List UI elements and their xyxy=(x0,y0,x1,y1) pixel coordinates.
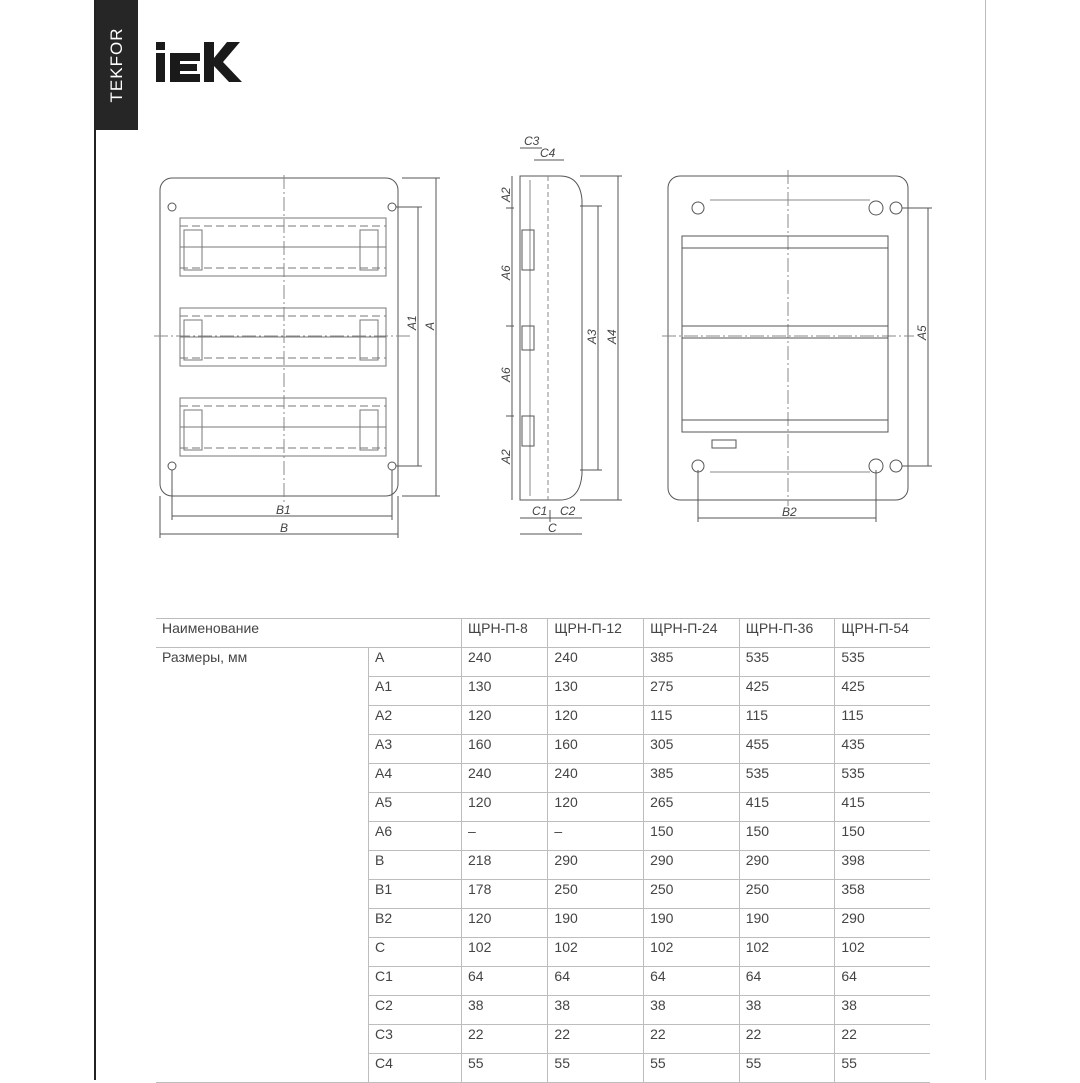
value-cell: 38 xyxy=(462,996,548,1025)
label-a5: A5 xyxy=(915,325,929,340)
value-cell: 55 xyxy=(739,1054,835,1083)
front-view xyxy=(154,175,440,538)
table-row xyxy=(156,1054,930,1083)
value-cell: 290 xyxy=(835,909,930,938)
label-c1: C1 xyxy=(532,504,548,518)
param-cell: B xyxy=(369,851,462,880)
value-cell: 130 xyxy=(462,677,548,706)
label-a2-top: A2 xyxy=(499,187,513,202)
technical-drawings xyxy=(150,130,950,550)
value-cell: 22 xyxy=(548,1025,644,1054)
group-cell xyxy=(156,1025,369,1054)
table-row xyxy=(156,996,930,1025)
param-cell: A6 xyxy=(369,822,462,851)
iek-logo xyxy=(154,42,244,84)
value-cell: 38 xyxy=(644,996,740,1025)
param-cell: B2 xyxy=(369,909,462,938)
value-cell: – xyxy=(548,822,644,851)
value-cell: 250 xyxy=(644,880,740,909)
label-c4: C4 xyxy=(540,146,556,160)
param-cell: C4 xyxy=(369,1054,462,1083)
left-frame-line xyxy=(94,0,96,1080)
value-cell: 398 xyxy=(835,851,930,880)
value-cell: 38 xyxy=(835,996,930,1025)
group-cell xyxy=(156,909,369,938)
value-cell: 130 xyxy=(548,677,644,706)
label-b2: B2 xyxy=(782,505,797,519)
value-cell: 120 xyxy=(462,909,548,938)
value-cell: 55 xyxy=(462,1054,548,1083)
value-cell: 102 xyxy=(835,938,930,967)
value-cell: 358 xyxy=(835,880,930,909)
value-cell: 250 xyxy=(548,880,644,909)
table-row xyxy=(156,764,930,793)
label-a2-bottom: A2 xyxy=(499,449,513,464)
value-cell: 150 xyxy=(835,822,930,851)
table-row xyxy=(156,1025,930,1054)
value-cell: 64 xyxy=(462,967,548,996)
model-header: ЩРН-П-8 xyxy=(462,619,548,648)
value-cell: 275 xyxy=(644,677,740,706)
value-cell: 22 xyxy=(739,1025,835,1054)
group-cell xyxy=(156,851,369,880)
label-a6-top: A6 xyxy=(499,265,513,280)
back-view xyxy=(662,170,932,522)
value-cell: 115 xyxy=(835,706,930,735)
label-c: C xyxy=(548,521,557,535)
label-b1: B1 xyxy=(276,503,291,517)
series-tab xyxy=(96,0,138,130)
value-cell: 290 xyxy=(548,851,644,880)
label-b: B xyxy=(280,521,289,535)
model-header: ЩРН-П-54 xyxy=(835,619,930,648)
value-cell: 385 xyxy=(644,764,740,793)
value-cell: 102 xyxy=(548,938,644,967)
label-a3: A3 xyxy=(585,329,599,344)
value-cell: 535 xyxy=(835,648,930,677)
group-cell xyxy=(156,967,369,996)
value-cell: 115 xyxy=(739,706,835,735)
value-cell: 22 xyxy=(644,1025,740,1054)
value-cell: 55 xyxy=(835,1054,930,1083)
value-cell: 160 xyxy=(548,735,644,764)
value-cell: 102 xyxy=(739,938,835,967)
value-cell: 55 xyxy=(548,1054,644,1083)
param-cell: C1 xyxy=(369,967,462,996)
table-row xyxy=(156,880,930,909)
group-cell xyxy=(156,822,369,851)
right-frame-line xyxy=(985,0,986,1080)
param-cell: C xyxy=(369,938,462,967)
value-cell: 120 xyxy=(548,793,644,822)
value-cell: 160 xyxy=(462,735,548,764)
table-row xyxy=(156,938,930,967)
group-cell xyxy=(156,1054,369,1083)
series-label: TEKFOR xyxy=(107,27,126,103)
table-row xyxy=(156,677,930,706)
table-row xyxy=(156,793,930,822)
value-cell: 240 xyxy=(462,648,548,677)
param-cell: B1 xyxy=(369,880,462,909)
dimensions-table xyxy=(156,618,930,1083)
group-cell xyxy=(156,764,369,793)
param-cell: A3 xyxy=(369,735,462,764)
value-cell: 55 xyxy=(644,1054,740,1083)
name-header: Наименование xyxy=(156,619,462,648)
value-cell: 535 xyxy=(835,764,930,793)
param-cell: A4 xyxy=(369,764,462,793)
value-cell: 64 xyxy=(548,967,644,996)
model-header: ЩРН-П-36 xyxy=(739,619,835,648)
value-cell: 265 xyxy=(644,793,740,822)
group-cell: Размеры, мм xyxy=(162,649,248,665)
value-cell: 64 xyxy=(739,967,835,996)
value-cell: 240 xyxy=(548,764,644,793)
value-cell: 385 xyxy=(644,648,740,677)
param-cell: A5 xyxy=(369,793,462,822)
group-cell xyxy=(156,880,369,909)
value-cell: 290 xyxy=(644,851,740,880)
value-cell: 250 xyxy=(739,880,835,909)
value-cell: 150 xyxy=(739,822,835,851)
value-cell: 425 xyxy=(739,677,835,706)
value-cell: 290 xyxy=(739,851,835,880)
table-row xyxy=(156,909,930,938)
table-row xyxy=(156,967,930,996)
value-cell: 415 xyxy=(835,793,930,822)
value-cell: 22 xyxy=(835,1025,930,1054)
table-row xyxy=(156,735,930,764)
value-cell: 535 xyxy=(739,648,835,677)
value-cell: 218 xyxy=(462,851,548,880)
value-cell: 102 xyxy=(644,938,740,967)
value-cell: – xyxy=(462,822,548,851)
table-row xyxy=(156,706,930,735)
table-header-row xyxy=(156,619,930,648)
param-cell: A2 xyxy=(369,706,462,735)
value-cell: 120 xyxy=(548,706,644,735)
table-row xyxy=(156,822,930,851)
value-cell: 115 xyxy=(644,706,740,735)
label-a4: A4 xyxy=(605,329,619,344)
label-c3: C3 xyxy=(524,134,540,148)
group-cell xyxy=(156,735,369,764)
value-cell: 190 xyxy=(644,909,740,938)
value-cell: 535 xyxy=(739,764,835,793)
value-cell: 240 xyxy=(462,764,548,793)
label-a: A xyxy=(423,321,437,330)
model-header: ЩРН-П-12 xyxy=(548,619,644,648)
label-a1: A1 xyxy=(405,315,419,330)
value-cell: 150 xyxy=(644,822,740,851)
group-cell xyxy=(156,706,369,735)
value-cell: 64 xyxy=(644,967,740,996)
table-row xyxy=(156,648,930,677)
value-cell: 102 xyxy=(462,938,548,967)
param-cell: A xyxy=(369,648,462,677)
value-cell: 38 xyxy=(739,996,835,1025)
param-cell: C2 xyxy=(369,996,462,1025)
value-cell: 455 xyxy=(739,735,835,764)
value-cell: 120 xyxy=(462,793,548,822)
value-cell: 120 xyxy=(462,706,548,735)
value-cell: 190 xyxy=(739,909,835,938)
value-cell: 305 xyxy=(644,735,740,764)
table-row xyxy=(156,851,930,880)
value-cell: 435 xyxy=(835,735,930,764)
group-cell xyxy=(156,793,369,822)
group-cell xyxy=(156,938,369,967)
param-cell: A1 xyxy=(369,677,462,706)
value-cell: 22 xyxy=(462,1025,548,1054)
label-a6-bottom: A6 xyxy=(499,367,513,382)
value-cell: 64 xyxy=(835,967,930,996)
group-cell xyxy=(156,677,369,706)
value-cell: 178 xyxy=(462,880,548,909)
group-cell xyxy=(156,996,369,1025)
label-c2: C2 xyxy=(560,504,576,518)
value-cell: 425 xyxy=(835,677,930,706)
model-header: ЩРН-П-24 xyxy=(644,619,740,648)
param-cell: C3 xyxy=(369,1025,462,1054)
value-cell: 190 xyxy=(548,909,644,938)
value-cell: 38 xyxy=(548,996,644,1025)
value-cell: 415 xyxy=(739,793,835,822)
value-cell: 240 xyxy=(548,648,644,677)
